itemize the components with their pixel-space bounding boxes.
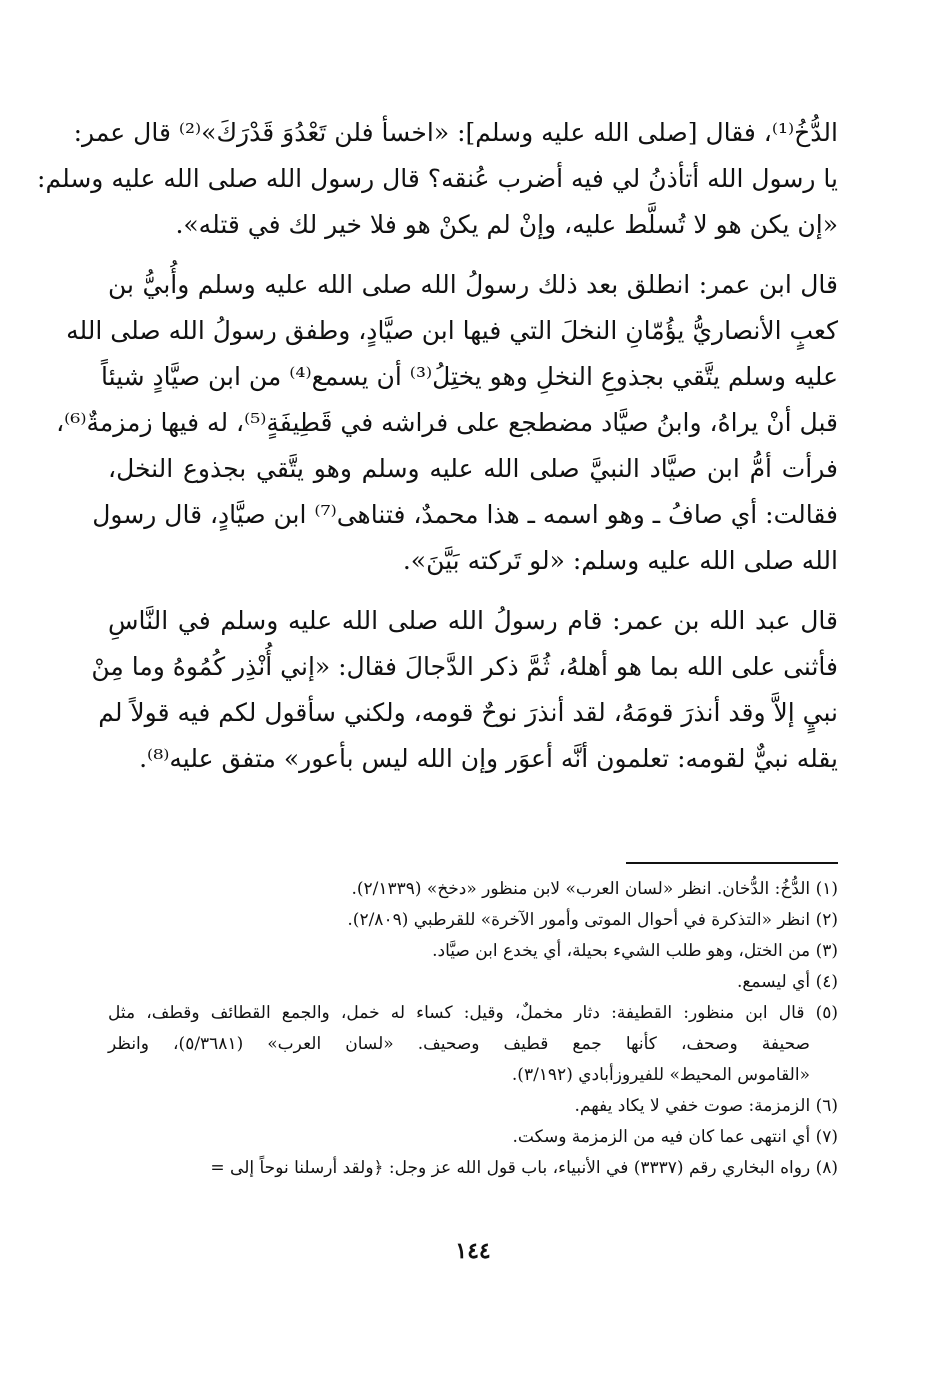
text-line: يقله نبيٌّ لقومه: تعلمون أنَّه أعوَر وإن الله ليس بأعور» متفق عليه⁽⁸⁾. [139, 744, 838, 773]
paragraph-gap [108, 584, 838, 598]
main-text [37, 110, 838, 782]
footnote-4 [108, 967, 838, 998]
page-number: ١٤٤ [455, 1238, 491, 1264]
paragraph-gap [108, 248, 838, 262]
paragraph-1 [37, 110, 838, 248]
footnote-number: (٣) [815, 941, 838, 961]
footnote-7 [108, 1122, 838, 1153]
text-line: قال عبد الله بن عمر: قام رسولُ الله صلى الله عليه وسلم في النَّاسِ [108, 606, 838, 635]
footnote-number: (١) [815, 879, 838, 899]
footnote-2 [108, 905, 838, 936]
footnote-text: الزمزمة: صوت خفي لا يكاد يفهم. [574, 1096, 811, 1116]
footnote-8 [108, 1153, 838, 1184]
text-line: فقالت: أي صافُ ـ وهو اسمه ـ هذا محمدٌ، فتناهى⁽⁷⁾ ابن صيَّادٍ، قال رسول [92, 500, 838, 529]
text-line: قبل أنْ يراهُ، وابنُ صيَّاد مضطجع على فراشه في قَطِيفَةٍ⁽⁵⁾، له فيها زمزمةٌ⁽⁶⁾، [56, 408, 838, 437]
footnote-number: (٥) [815, 1003, 838, 1023]
footnote-text: رواه البخاري رقم (٣٣٣٧) في الأنبياء، باب قول الله عز وجل: ﴿ولقد أرسلنا نوحاً إلى = [210, 1158, 811, 1178]
footnote-line [108, 905, 838, 936]
text-line: عليه وسلم يتَّقي بجذوعِ النخلِ وهو يختِلُ⁽³⁾ أن يسمع⁽⁴⁾ من ابن صيَّادٍ شيئاً [100, 362, 838, 391]
text-line: «إن يكن هو لا تُسلَّط عليه، وإنْ لم يكنْ هو فلا خير لك في قتله». [175, 210, 838, 239]
footnote-number: (٦) [815, 1096, 838, 1116]
text-line: الله صلى الله عليه وسلم: «لو تَركته بَيَّنَ». [402, 546, 838, 575]
footnote-text: انظر «التذكرة في أحوال الموتى وأمور الآخرة» للقرطبي (٢/٨٠٩). [347, 910, 811, 930]
footnote-text: أي انتهى عما كان فيه من الزمزمة وسكت. [512, 1127, 811, 1147]
text-line: فأثنى على الله بما هو أهلهُ، ثُمَّ ذكر الدَّجالَ فقال: «إني أُنْذِر كُمُوهُ وما مِنْ [91, 652, 838, 681]
footnote-5 [108, 998, 838, 1091]
footnote-text: الدُّخُ: الدُّخان. انظر «لسان العرب» لابن منظور «دخخ» (٢/١٣٣٩). [351, 879, 811, 899]
footnote-line: «القاموس المحيط» للفيروزأبادي (٣/١٩٢). [511, 1065, 810, 1085]
footnote-line [108, 998, 838, 1029]
footnote-line [108, 1122, 838, 1153]
text-line: فرأت أمُّ ابن صيَّاد النبيَّ صلى الله عليه وسلم وهو يتَّقي بجذوع النخل، [108, 454, 838, 483]
footnotes [108, 874, 838, 1184]
footnote-number: (٨) [815, 1158, 838, 1178]
paragraph-3 [91, 598, 838, 782]
footnote-number: (٤) [815, 972, 838, 992]
footnote-1 [108, 874, 838, 905]
footnote-text: من الختل، وهو طلب الشيء بحيلة، أي يخدع ابن صيَّاد. [432, 941, 811, 961]
footnote-line [108, 874, 838, 905]
text-line: الدُّخُ⁽¹⁾، فقال [صلى الله عليه وسلم]: «اخسأ فلن تَعْدُوَ قَدْرَكَ»⁽²⁾ قال عمر: [73, 118, 838, 147]
footnote-line: صحيفة وصحف، كأنها جمع قطيف وصحيف. «لسان العرب» (٥/٣٦٨١)، وانظر [108, 1034, 810, 1054]
footnote-text: أي ليسمع. [736, 972, 811, 992]
text-line: كعبٍ الأنصاريُّ يؤُمّانِ النخلَ التي فيها ابن صيَّادٍ، وطفق رسولُ الله صلى الله [66, 316, 838, 345]
text-line: نبيٍ إلاَّ وقد أنذرَ قومَهُ، لقد أنذرَ نوحٌ قومه، ولكني سأقول لكم فيه قولاً لم [98, 698, 838, 727]
text-line: يا رسول الله أتأذنُ لي فيه أضرب عُنقه؟ قال رسول الله صلى الله عليه وسلم: [37, 164, 838, 193]
footnote-line [108, 967, 838, 998]
footnote-6 [108, 1091, 838, 1122]
footnote-separator [626, 862, 838, 864]
footnote-line [108, 1091, 838, 1122]
footnote-3 [108, 936, 838, 967]
footnote-line [108, 936, 838, 967]
footnote-number: (٧) [815, 1127, 838, 1147]
footnote-line [108, 1153, 838, 1184]
paragraph-2 [56, 262, 838, 584]
footnote-text: قال ابن منظور: القطيفة: دثار مخملٌ، وقيل: كساء له خمل، والجمع القطائف وقطف، مثل [108, 1003, 805, 1023]
footnote-number: (٢) [815, 910, 838, 930]
text-line: قال ابن عمر: انطلق بعد ذلك رسولُ الله صلى الله عليه وسلم وأُبيُّ بن [108, 270, 838, 299]
